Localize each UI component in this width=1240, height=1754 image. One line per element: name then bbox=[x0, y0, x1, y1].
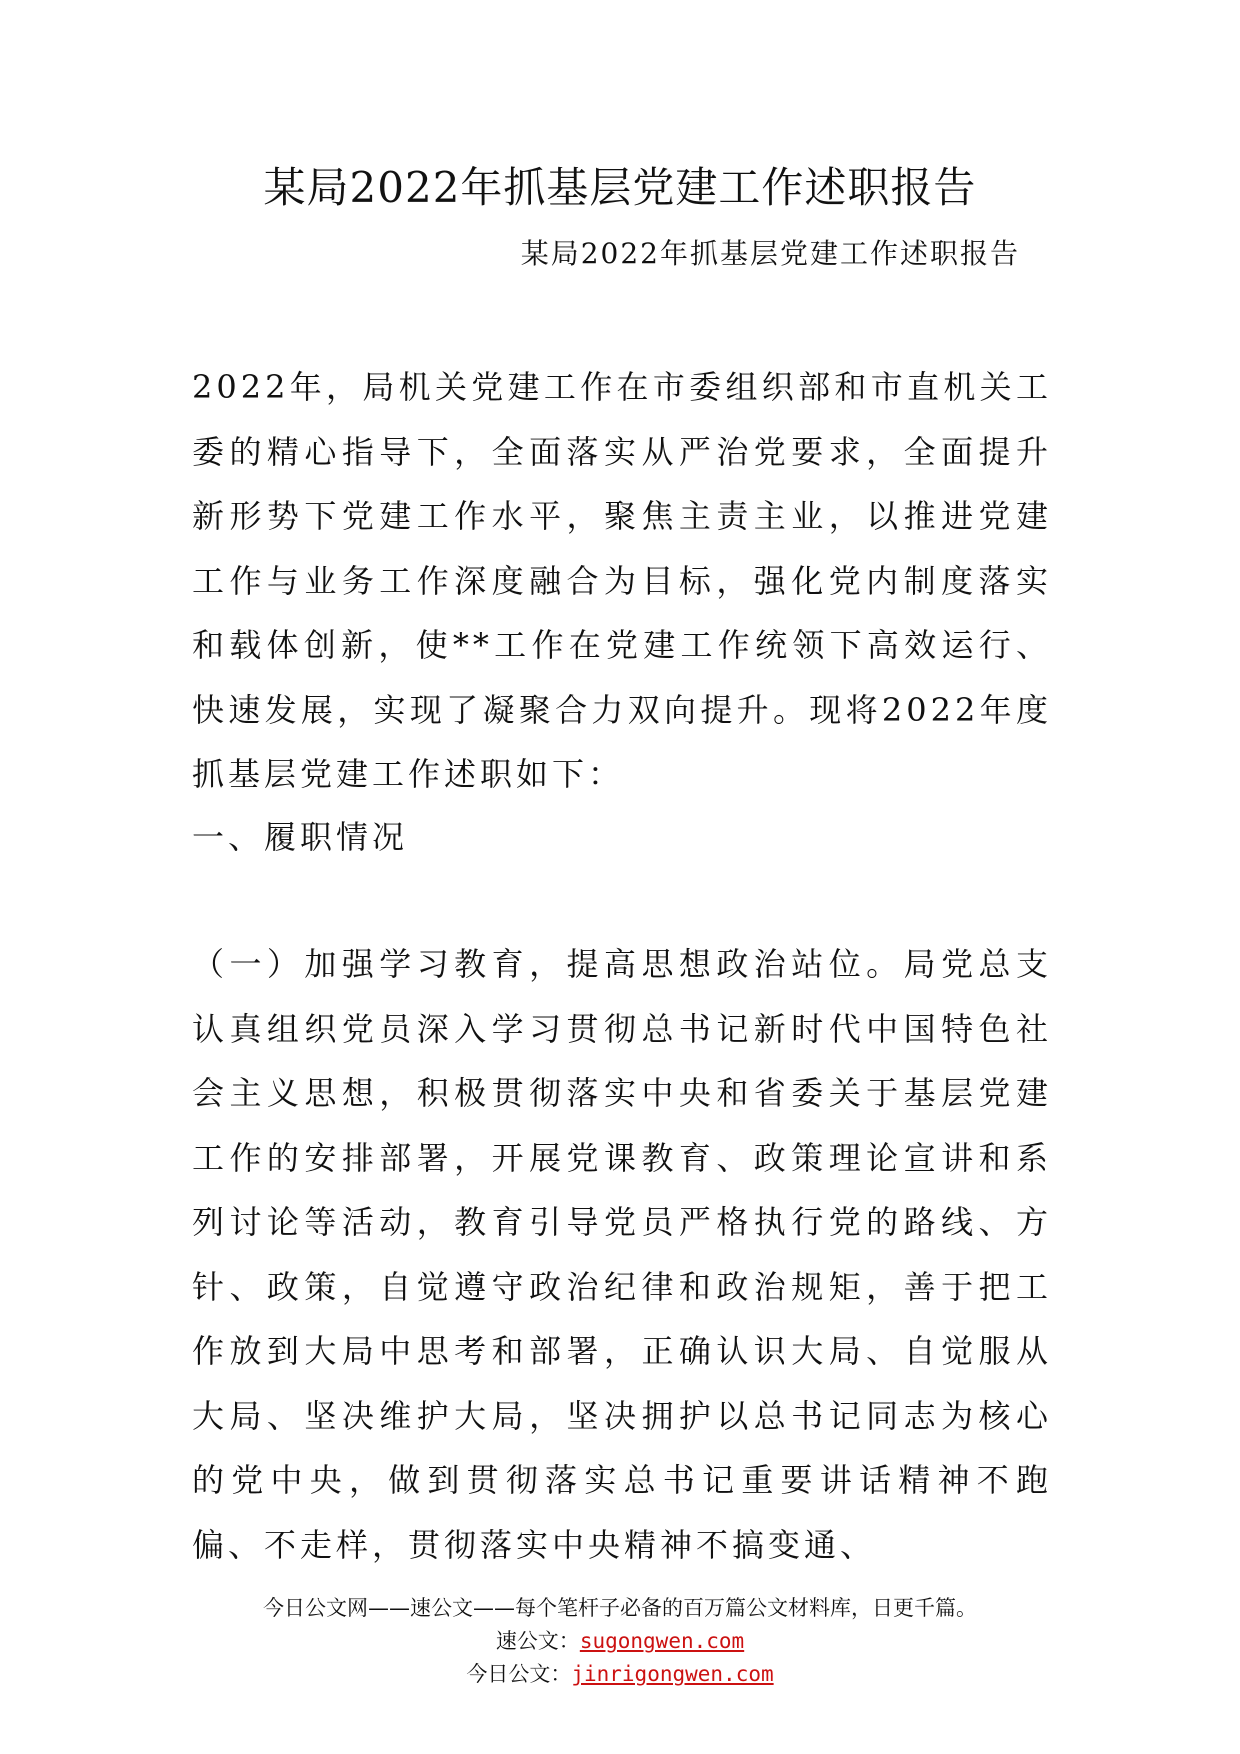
sugongwen-link[interactable]: sugongwen.com bbox=[579, 1629, 745, 1653]
footer-tagline: 今日公文网——速公文——每个笔杆子必备的百万篇公文材料库，日更千篇。 bbox=[263, 1596, 977, 1620]
intro-paragraph: 2022年，局机关党建工作在市委组织部和市直机关工委的精心指导下，全面落实从严治党要求，全面提升新形势下党建工作水平，聚焦主责主业，以推进党建工作与业务工作深度融合为目标，强化党内制度落实和载体创新，使**工作在党建工作统领下高效运行、快速发展，实现了凝聚合力双向提升。现将2022年度抓基层党建工作述职如下： bbox=[192, 368, 1052, 793]
section-paragraph: （一）加强学习教育，提高思想政治站位。局党总支认真组织党员深入学习贯彻总书记新时代中国特色社会主义思想，积极贯彻落实中央和省委关于基层党建工作的安排部署，开展党课教育、政策理论宣讲和系列讨论等活动，教育引导党员严格执行党的路线、方针、政策，自觉遵守政治纪律和政治规矩，善于把工作放到大局中思考和部署，正确认识大局、自觉服从大局、坚决维护大局，坚决拥护以总书记同志为核心的党中央，做到贯彻落实总书记重要讲话精神不跑偏、不走样，贯彻落实中央精神不搞变通、 bbox=[192, 945, 1052, 1564]
section-heading: 一、履职情况 bbox=[192, 818, 409, 856]
footer-jinrigongwen-line bbox=[0, 1658, 1240, 1691]
document-subtitle: 某局2022年抓基层党建工作述职报告 bbox=[520, 237, 1020, 270]
jinrigongwen-label: 今日公文： bbox=[466, 1662, 572, 1686]
jinrigongwen-link[interactable]: jinrigongwen.com bbox=[571, 1662, 774, 1686]
sugongwen-label: 速公文： bbox=[495, 1629, 580, 1653]
document-title: 某局2022年抓基层党建工作述职报告 bbox=[263, 163, 977, 212]
page-footer bbox=[0, 1592, 1240, 1691]
footer-sugongwen-line bbox=[0, 1625, 1240, 1658]
